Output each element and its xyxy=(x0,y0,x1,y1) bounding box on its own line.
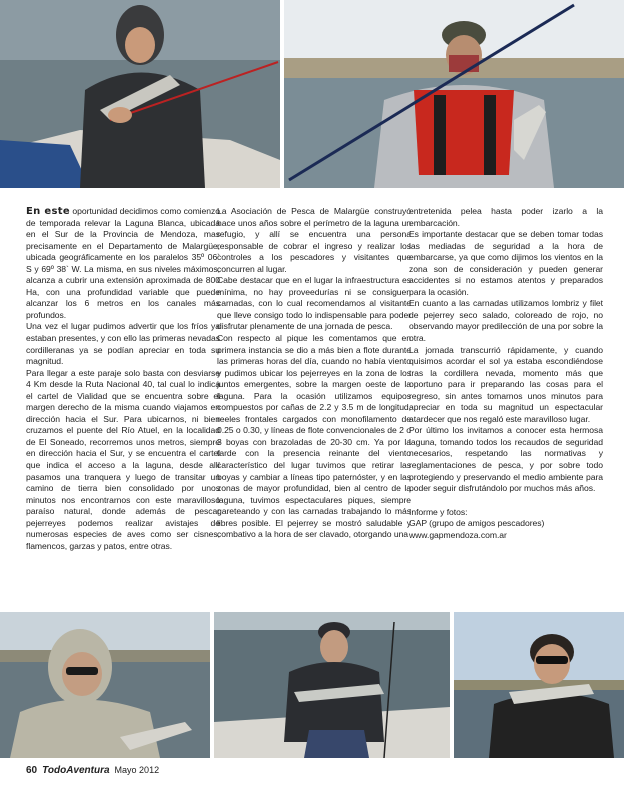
article-paragraph: oportunidad decidimos como comienzo de temporada relevar la Laguna Blanca, ubicada en el Sur de la Provincia de Mendoza, mas precisamente en el Departamento de Malargüe, ubicada geográficamente en los paralelos 35º 06` S y 69º 38` W. La misma, en sus niveles máximos, alcanza a cubrir una extensión aproximada de 800 Ha, con una profundidad variable que puede alcanzar los 6 metros en los canales más profundos. xyxy=(26,206,220,320)
photo-angler-sunglasses-shore xyxy=(454,612,624,758)
article-paragraph: La jornada transcurrió rápidamente, y cuando quisimos acordar el sol ya estaba escondiéndose tras la cordillera nevada, momento más que oportuno para ir preparando las cosas para el regreso, sin antes tomarnos unos minutos para apreciar en toda su magnitud un espectacular atardecer que nos regaló este maravilloso lugar. xyxy=(409,344,603,424)
credits-url[interactable]: www.gapmendoza.com.ar xyxy=(409,529,507,540)
article-paragraph: entretenida pelea hasta poder izarlo a la embarcación. xyxy=(409,206,603,228)
page-number: 60 xyxy=(26,765,38,776)
photo-angler-lifejacket-rod xyxy=(284,0,624,188)
photo-angler-hood-sunglasses xyxy=(0,612,210,758)
photo-angler-boat-cap xyxy=(214,612,450,758)
photo-angler-boat-trout xyxy=(0,0,280,188)
issue-date: Mayo 2012 xyxy=(114,765,160,775)
article-column-1 xyxy=(26,206,220,552)
page-footer xyxy=(26,765,159,776)
article-paragraph: Para llegar a este paraje solo basta con desviarse 4 Km desde la Ruta Nacional 40, tal cual lo indica el cartel de Vialidad que se encuentra sobre el margen derecho de la misma cuando viajamos en dirección hacia el Sur. Para ubicarnos, ni bien cruzamos el puente del Río Atuel, en la localidad de El Soneado, recorremos unos metros, siempre en dirección hacia el Sur, y se encuentra el cartel que indica el acceso a la laguna, desde allí pasamos una tranquera y luego de transitar un camino de tierra bien consolidado por unos minutos nos encontrarnos con este maravilloso paraíso natural, donde además de pescar pejerreyes podemos realizar avistajes de numerosas especies de aves como ser cisnes, flamencos, garzas y patos, entre otras. xyxy=(26,367,220,551)
article-paragraph: Cabe destacar que en el lugar la infraestructura es mínima, no hay proveedurías ni se consiguen carnadas, con lo cual recomendamos al visitante que lleve consigo todo lo indispensable para poder disfrutar plenamente de una jornada de pesca. xyxy=(217,275,411,332)
article-paragraph: Es importante destacar que se deben tomar todas las mediadas de seguridad a la hora de embarcarse, ya que como dijimos los vientos en la zona son de consideración y pueden generar accidentes si no estamos atentos y preparados para la ocasión. xyxy=(409,229,603,297)
article-paragraph: Por último los invitamos a conocer esta hermosa laguna, tomando todos los recaudos de seguridad necesarios, respetando las normativas y reglamentaciones de pesca, y por sobre todo protegiendo y preservando el medio ambiente para poder seguir disfrutándolo por muchos más años. xyxy=(409,425,603,494)
article-paragraph: En cuanto a las carnadas utilizamos lombriz y filet de pejerrey seco salado, coloreado de rojo, no observando mayor predilección de una por sobre la otra. xyxy=(409,298,603,344)
credits-heading: Informe y fotos: xyxy=(409,506,468,517)
article-lead: En este xyxy=(26,206,70,217)
credits-group: GAP (grupo de amigos pescadores) xyxy=(409,518,545,529)
article-paragraph: La Asociación de Pesca de Malargüe construyó hace unos años sobre el perímetro de la laguna un refugio, y allí se encuentra una persona responsable de cobrar el ingreso y realizar los controles a los pescadores y visitantes que concurren al lugar. xyxy=(217,206,411,274)
article-column-2 xyxy=(217,206,411,541)
article-paragraph: Con respecto al pique les comentamos que en primera instancia se dio a más bien a flote durante las primeras horas del día, cuando no había viento y pudimos ubicar los pejerreyes en la zona de los juntos emergentes, sobre la margen oeste de la laguna. Para la ocasión utilizamos equipos compuestos por cañas de 2.2 y 3.5 m de longitud, reeles frontales cargados con monofilamento de 0.25 o 0.30, y líneas de flote convencionales de 2 o 3 boyas con brazoladas de 20-30 cm. Ya por la tarde con la presencia reinante del viento característico del lugar tuvimos que retirar las boyas y cambiar a líneas tipo paternóster, y en las zonas de mayor profundidad, bien al centro de la laguna, tuvimos espectaculares piques, siempre gareteando y con las carnadas trabajando lo más libres posible. El pejerrey se mostró saludable y combativo a la hora de ser clavado, otorgando una xyxy=(217,333,411,540)
article-column-3 xyxy=(409,206,603,541)
article-paragraph: Una vez el lugar pudimos advertir que los fríos ya estaban presentes, y con ello las primeras nevadas cordilleranas ya se podían apreciar en toda su magnitud. xyxy=(26,321,220,367)
magazine-name: TodoAventura xyxy=(42,765,110,776)
